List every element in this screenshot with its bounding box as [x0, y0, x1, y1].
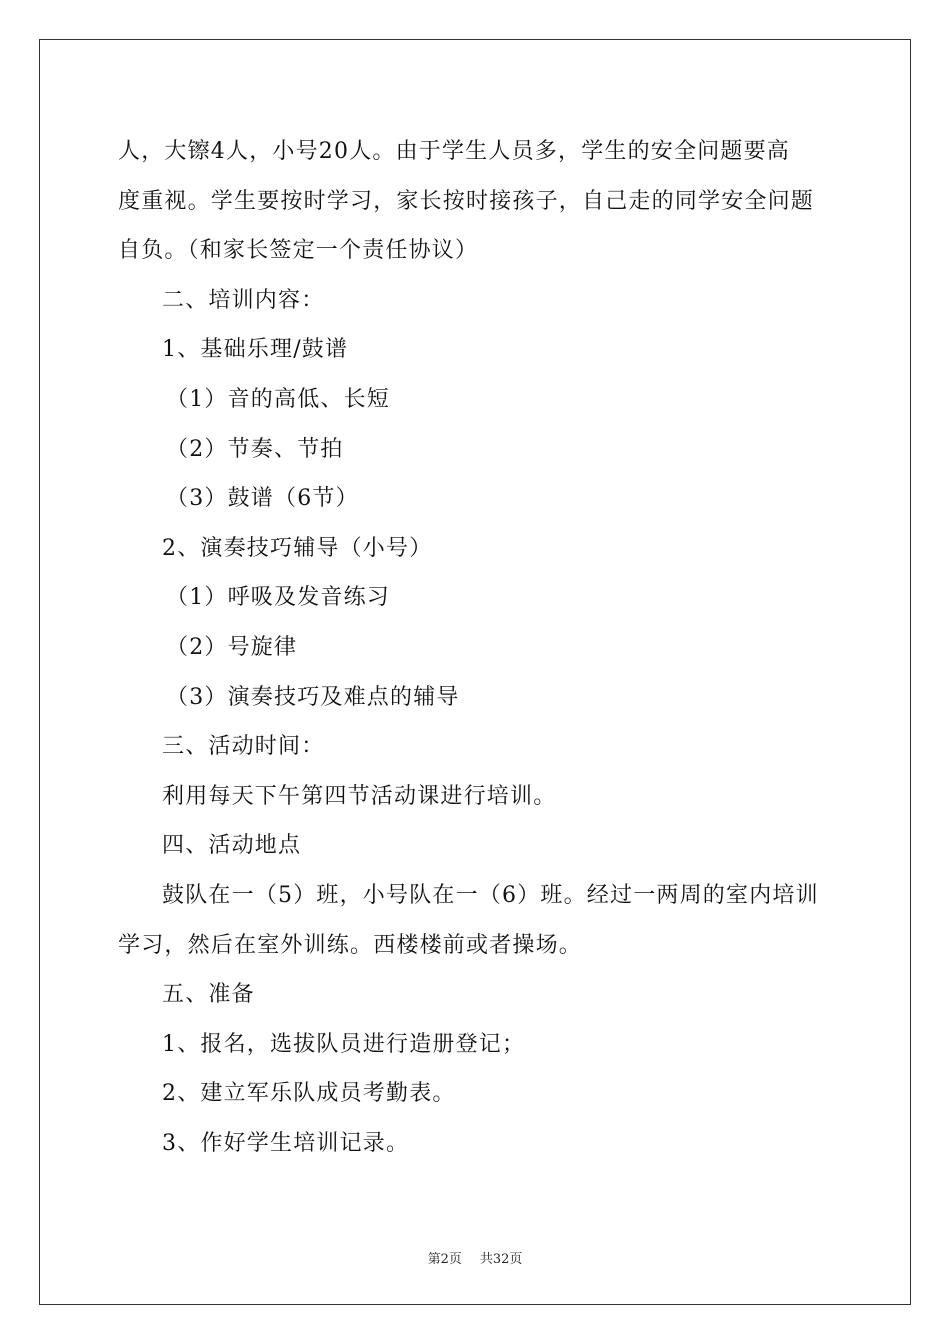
list-item: 1、报名，选拔队员进行造册登记； [162, 1031, 526, 1057]
body-line: 自负。（和家长签定一个责任协议） [118, 238, 479, 264]
section-heading: 五、准备 [162, 982, 255, 1008]
sub-list-item: （1）呼吸及发音练习 [166, 585, 390, 611]
section-heading: 三、活动时间： [162, 734, 325, 760]
paragraph-line: 学习，然后在室外训练。西楼楼前或者操场。 [118, 932, 583, 958]
section-heading: 二、培训内容： [162, 287, 325, 313]
page-footer [0, 1248, 950, 1267]
sub-list-item: （2）号旋律 [166, 634, 298, 660]
page-number: 第2页 [427, 1252, 462, 1267]
document-body [118, 127, 834, 1168]
list-item: 2、建立军乐队成员考勤表。 [162, 1081, 456, 1107]
sub-list-item: （2）节奏、节拍 [166, 436, 344, 462]
list-item: 3、作好学生培训记录。 [162, 1130, 410, 1156]
body-line: 人，大镲4人，小号20人。由于学生人员多，学生的安全问题要高 [118, 139, 790, 164]
list-item: 2、演奏技巧辅导（小号） [162, 535, 433, 561]
paragraph-line: 利用每天下午第四节活动课进行培训。 [162, 783, 557, 809]
sub-list-item: （1）音的高低、长短 [166, 386, 390, 412]
list-item: 1、基础乐理/鼓谱 [162, 337, 349, 363]
sub-list-item: （3）鼓谱（6节） [166, 486, 359, 512]
section-heading: 四、活动地点 [162, 833, 302, 859]
body-line: 度重视。学生要按时学习，家长按时接孩子，自己走的同学安全问题 [118, 188, 815, 214]
paragraph-line: 鼓队在一（5）班，小号队在一（6）班。经过一两周的室内培训 [162, 882, 819, 908]
total-pages: 共32页 [479, 1252, 523, 1267]
sub-list-item: （3）演奏技巧及难点的辅导 [166, 684, 460, 710]
